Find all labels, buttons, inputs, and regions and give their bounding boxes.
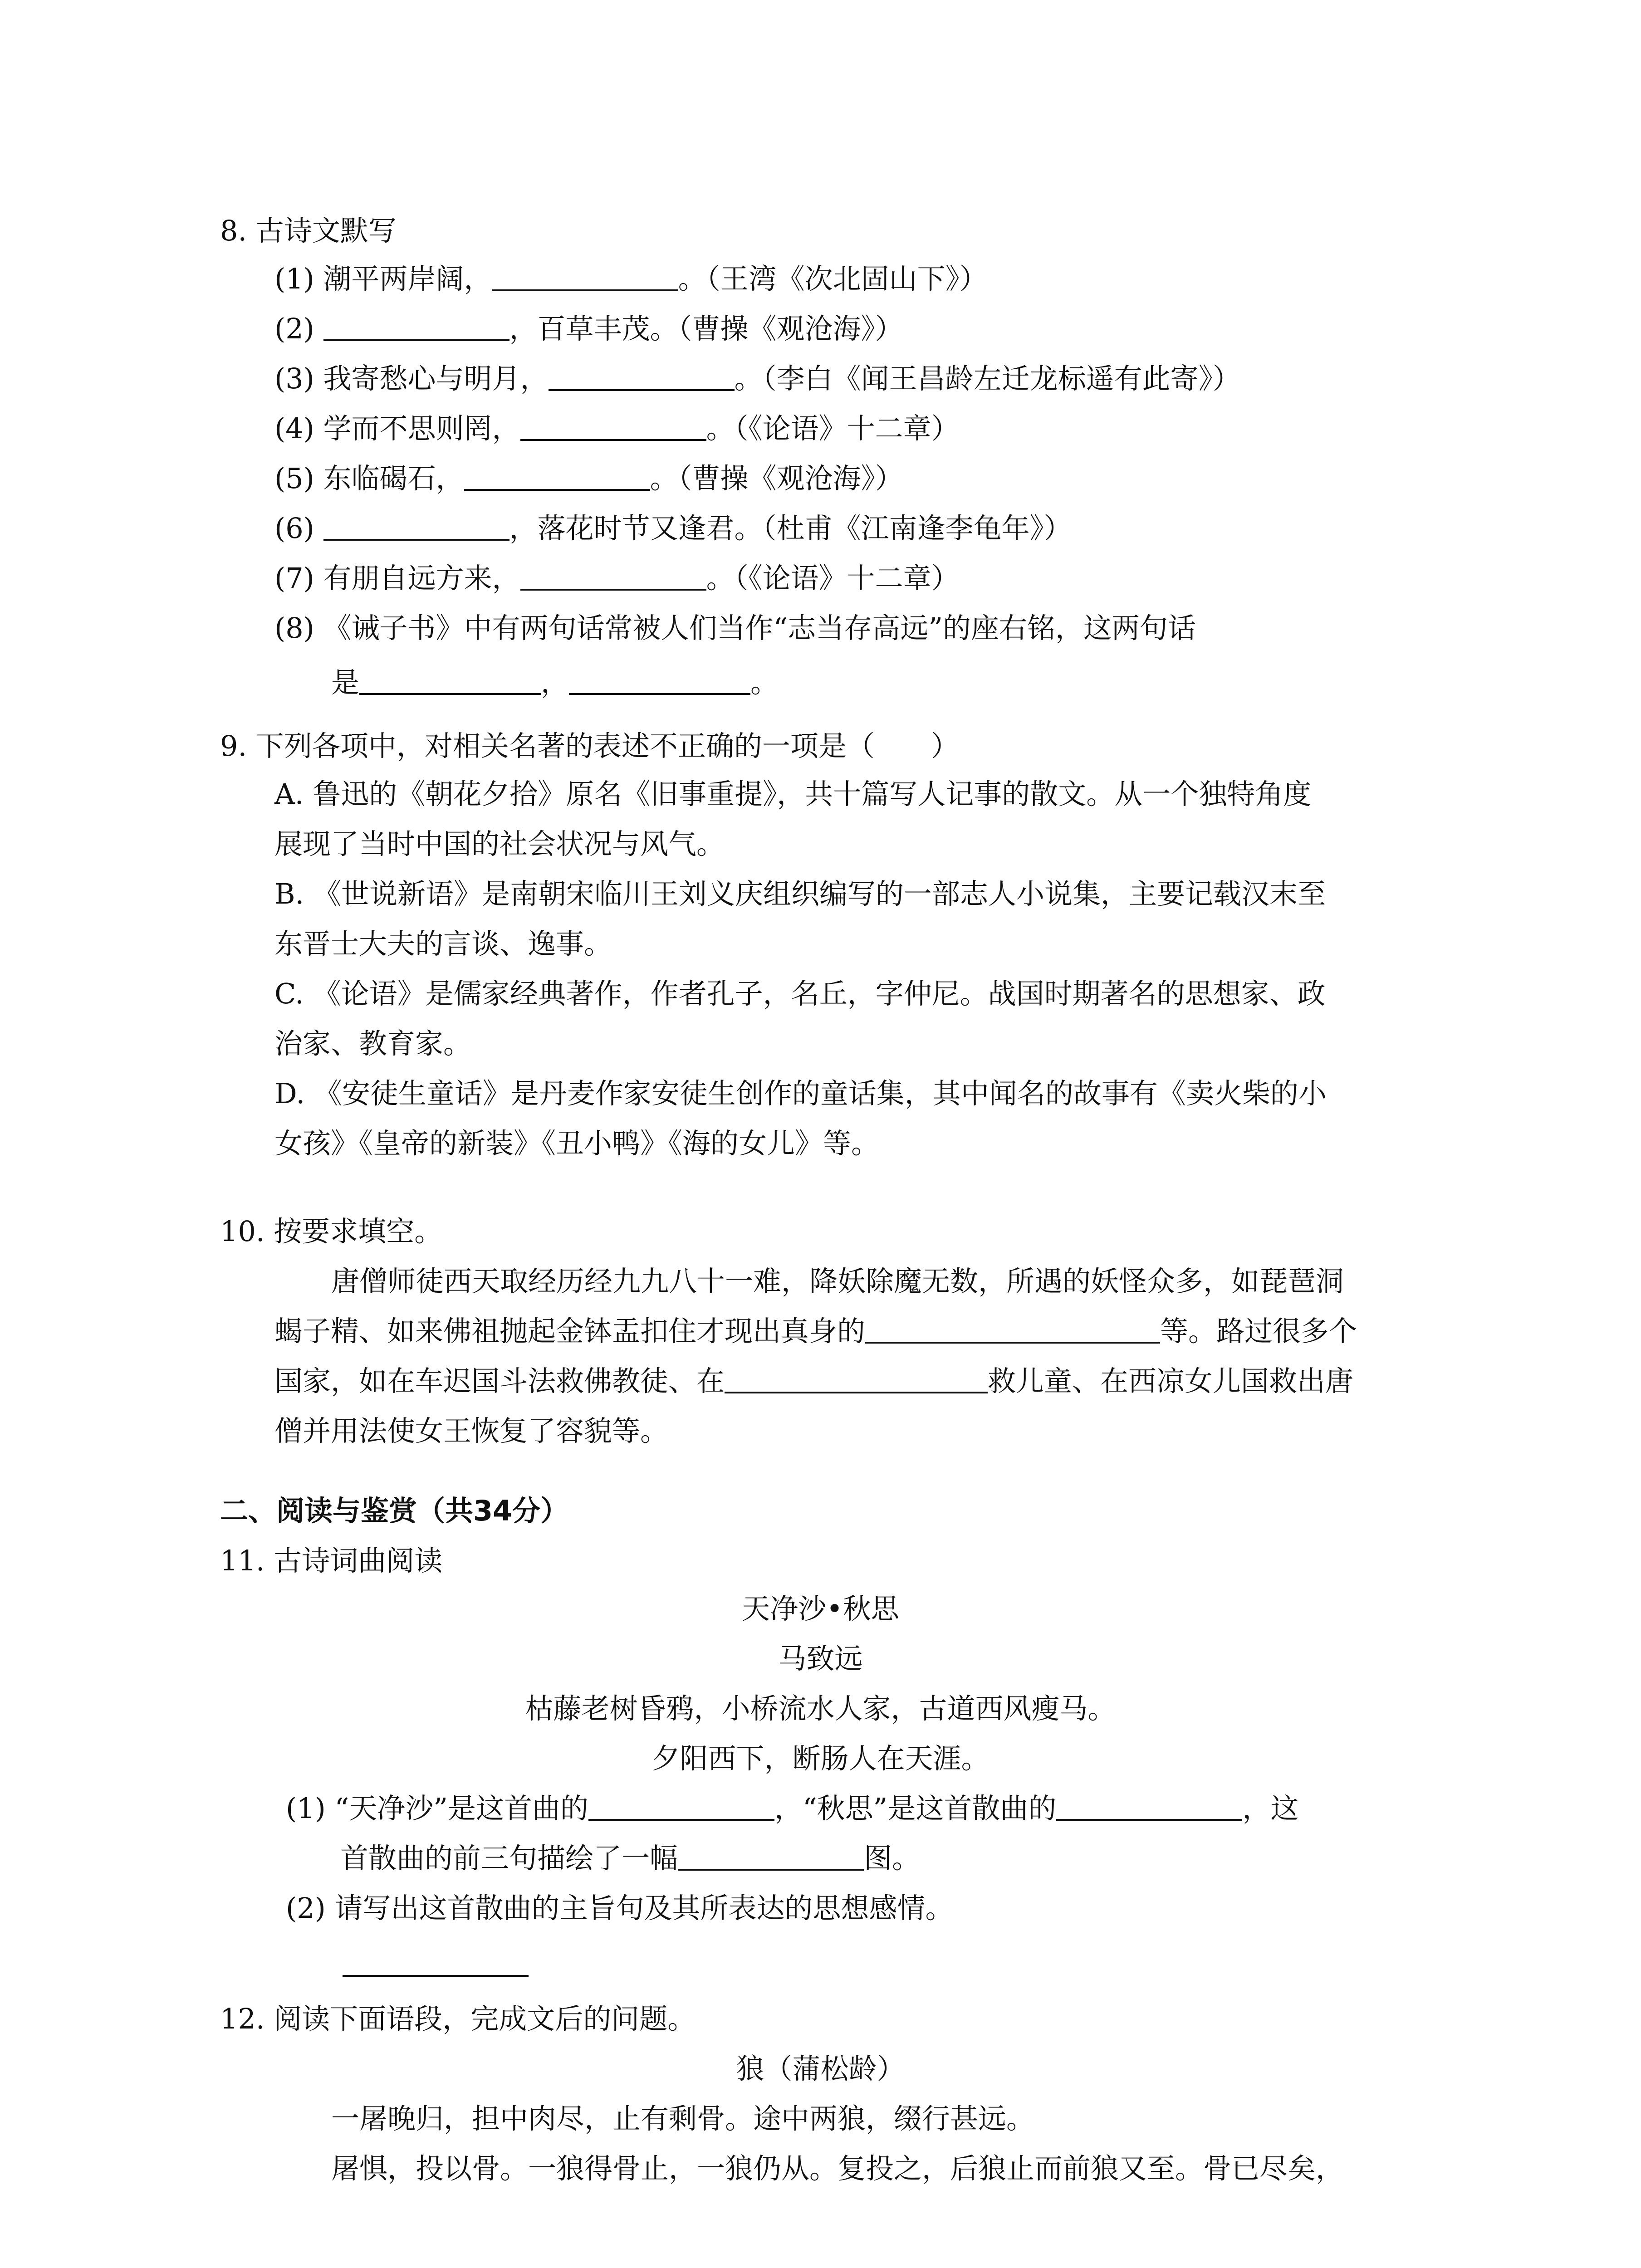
q9-option-a: A. 鲁迅的《朝花夕拾》原名《旧事重提》，共十篇写人记事的散文。从一个独特角度 — [274, 777, 1312, 811]
q8-item-8: (8) 《诫子书》中有两句话常被人们当作“志当存高远”的座右铭，这两句话 — [274, 611, 1196, 645]
q10-line-1: 唐僧师徒西天取经历经九九八十一难，降妖除魔无数，所遇的妖怪众多，如琵琶洞 — [331, 1265, 1344, 1298]
passage-paragraph-1: 一屠晚归，担中肉尽，止有剩骨。途中两狼，缀行甚远。 — [331, 2102, 1035, 2135]
answer-blank[interactable] — [520, 439, 706, 441]
answer-blank[interactable] — [492, 289, 678, 291]
q9-option-d: D. 《安徒生童话》是丹麦作家安徒生创作的童话集，其中闻名的故事有《卖火柴的小 — [274, 1077, 1327, 1110]
section-heading: 二、阅读与鉴赏（共34分） — [220, 1494, 569, 1527]
answer-blank[interactable] — [569, 693, 750, 695]
q11-subquestion-2: (2) 请写出这首散曲的主旨句及其所表达的思想感情。 — [286, 1892, 954, 1925]
q8-title: 8. 古诗文默写 — [220, 214, 397, 247]
q11-answer-line[interactable] — [343, 1950, 529, 1979]
answer-blank[interactable] — [549, 389, 735, 391]
q11-subquestion-1-cont: 首散曲的前三句描绘了一幅 图。 — [340, 1842, 921, 1875]
item-number: (8) — [274, 611, 314, 645]
answer-blank[interactable] — [359, 693, 541, 695]
answer-blank[interactable] — [725, 1392, 988, 1393]
item-number: (3) — [274, 362, 314, 395]
q8-item-6: (6) ，落花时节又逢君。（杜甫《江南逢李龟年》） — [274, 512, 1072, 545]
q8-item-4: (4) 学而不思则罔， 。（《论语》十二章） — [274, 412, 960, 445]
q9-title: 9. 下列各项中，对相关名著的表述不正确的一项是（ ） — [220, 729, 959, 763]
answer-blank[interactable] — [588, 1819, 774, 1821]
q10-line-4: 僧并用法使女王恢复了容貌等。 — [274, 1414, 669, 1447]
item-number: (7) — [274, 562, 314, 595]
q9-option-c-cont: 治家、教育家。 — [274, 1027, 472, 1060]
q8-item-7: (7) 有朋自远方来， 。（《论语》十二章） — [274, 562, 960, 595]
q8-item-3: (3) 我寄愁心与明月， 。（李白《闻王昌龄左迁龙标遥有此寄》） — [274, 362, 1241, 395]
q8-item-2: (2) ，百草丰茂。（曹操《观沧海》） — [274, 312, 903, 345]
q9-option-d-cont: 女孩》《皇帝的新装》《丑小鸭》《海的女儿》等。 — [274, 1127, 880, 1160]
q10-line-3: 国家，如在车迟国斗法救佛教徒、在 救儿童、在西凉女儿国救出唐 — [274, 1364, 1354, 1398]
answer-blank[interactable] — [323, 339, 509, 341]
q8-item-1: (1) 潮平两岸阔， 。（王湾《次北固山下》） — [274, 262, 988, 295]
answer-blank[interactable] — [343, 1975, 529, 1977]
q8-item-8-line-2: 是 ， 。 — [331, 666, 779, 699]
answer-blank[interactable] — [323, 539, 509, 541]
item-number: (2) — [274, 312, 314, 345]
q9-option-b-cont: 东晋士大夫的言谈、逸事。 — [274, 927, 612, 960]
q12-title: 12. 阅读下面语段，完成文后的问题。 — [220, 2002, 696, 2035]
q11-title: 11. 古诗词曲阅读 — [220, 1544, 443, 1577]
q9-option-c: C. 《论语》是儒家经典著作，作者孔子，名丘，字仲尼。战国时期著名的思想家、政 — [274, 977, 1326, 1010]
item-number: (1) — [286, 1792, 326, 1825]
answer-blank[interactable] — [1056, 1819, 1242, 1821]
passage-paragraph-2: 屠惧，投以骨。一狼得骨止，一狼仍从。复投之，后狼止而前狼又至。骨已尽矣， — [331, 2152, 1344, 2185]
poem-author: 马致远 — [778, 1642, 863, 1675]
item-number: (4) — [274, 412, 314, 445]
q10-line-2: 蝎子精、如来佛祖抛起金钵盂扣住才现出真身的 等。路过很多个 — [274, 1315, 1357, 1348]
item-number: (5) — [274, 462, 314, 495]
item-number: (1) — [274, 262, 314, 295]
q10-title: 10. 按要求填空。 — [220, 1215, 443, 1248]
poem-line-1: 枯藤老树昏鸦，小桥流水人家，古道西风瘦马。 — [525, 1692, 1116, 1725]
item-number: (6) — [274, 512, 314, 545]
q8-item-5: (5) 东临碣石， 。（曹操《观沧海》） — [274, 462, 903, 495]
passage-title: 狼（蒲松龄） — [736, 2052, 905, 2085]
q9-option-b: B. 《世说新语》是南朝宋临川王刘义庆组织编写的一部志人小说集，主要记载汉末至 — [274, 877, 1326, 910]
q9-option-a-cont: 展现了当时中国的社会状况与风气。 — [274, 827, 725, 860]
answer-blank[interactable] — [520, 589, 706, 591]
answer-blank[interactable] — [865, 1342, 1160, 1344]
answer-blank[interactable] — [678, 1869, 864, 1871]
q11-subquestion-1: (1) “天净沙”是这首曲的 ，“秋思”是这首散曲的 ，这 — [286, 1792, 1299, 1825]
answer-blank[interactable] — [464, 489, 650, 491]
poem-line-2: 夕阳西下，断肠人在天涯。 — [652, 1742, 989, 1775]
poem-title: 天净沙•秋思 — [742, 1592, 899, 1625]
